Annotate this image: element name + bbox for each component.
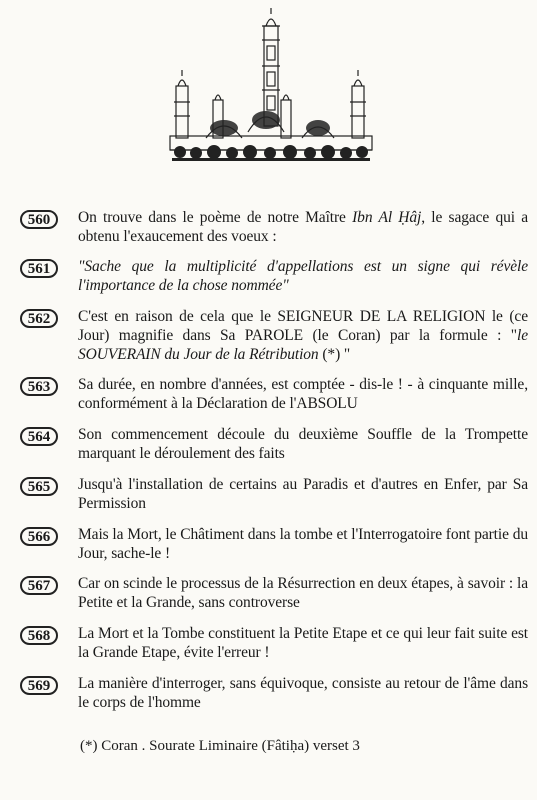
verse-text: On trouve dans le poème de notre Maître Ibn Al Ḥâj, le sagace qui a obtenu l'exaucement des voeux : [78, 209, 529, 245]
footnote: (*) Coran . Sourate Liminaire (Fâtiḥa) verset 3 [80, 738, 360, 754]
verse-text: Sa durée, en nombre d'années, est comptée - dis-le ! - à cinquante mille, conformément à la Déclaration de l'ABSOLU [78, 376, 528, 412]
verse-text: Son commencement découle du deuxième Souffle de la Trompette marquant le déroulement des faits [78, 426, 528, 462]
verse-text: Mais la Mort, le Châtiment dans la tombe et l'Interrogatoire font partie du Jour, sache-le ! [78, 526, 528, 562]
verse-text: La manière d'interroger, sans équivoque, consiste au retour de l'âme dans le corps de l'homme [78, 675, 528, 711]
verse-number: 564 [20, 427, 58, 446]
verse-number: 569 [20, 676, 58, 695]
verse-text: Jusqu'à l'installation de certains au Paradis et d'autres en Enfer, par Sa Permission [78, 476, 528, 512]
verse-italic-name: Ibn Al Ḥâj [352, 209, 422, 226]
verse-number: 568 [20, 626, 58, 645]
verse-text: Car on scinde le processus de la Résurrection en deux étapes, à savoir : la Petite et la Grande, sans controverse [78, 575, 528, 611]
verse-number: 563 [20, 377, 58, 396]
mosque-illustration [166, 6, 376, 168]
verse-text: "Sache que la multiplicité d'appellations est un signe qui révèle l'importance de la chose nommée" [78, 258, 528, 294]
verse-number: 566 [20, 527, 58, 546]
verse-number: 562 [20, 309, 58, 328]
verse-number: 565 [20, 477, 58, 496]
verse-number: 567 [20, 576, 58, 595]
verse-number: 561 [20, 259, 58, 278]
verse-number: 560 [20, 210, 58, 229]
verse-text: C'est en raison de cela que le SEIGNEUR DE LA RELIGION le (ce Jour) magnifie dans Sa PAROLE (le Coran) par la formule : "le SOUVERAIN du Jour de la Rétribution (*) " [78, 308, 528, 363]
verse-italic-quote: le SOUVERAIN du Jour de la Rétribution [78, 327, 528, 363]
verse-text: La Mort et la Tombe constituent la Petite Etape et ce qui leur fait suite est la Grande Etape, évite l'erreur ! [78, 625, 528, 661]
